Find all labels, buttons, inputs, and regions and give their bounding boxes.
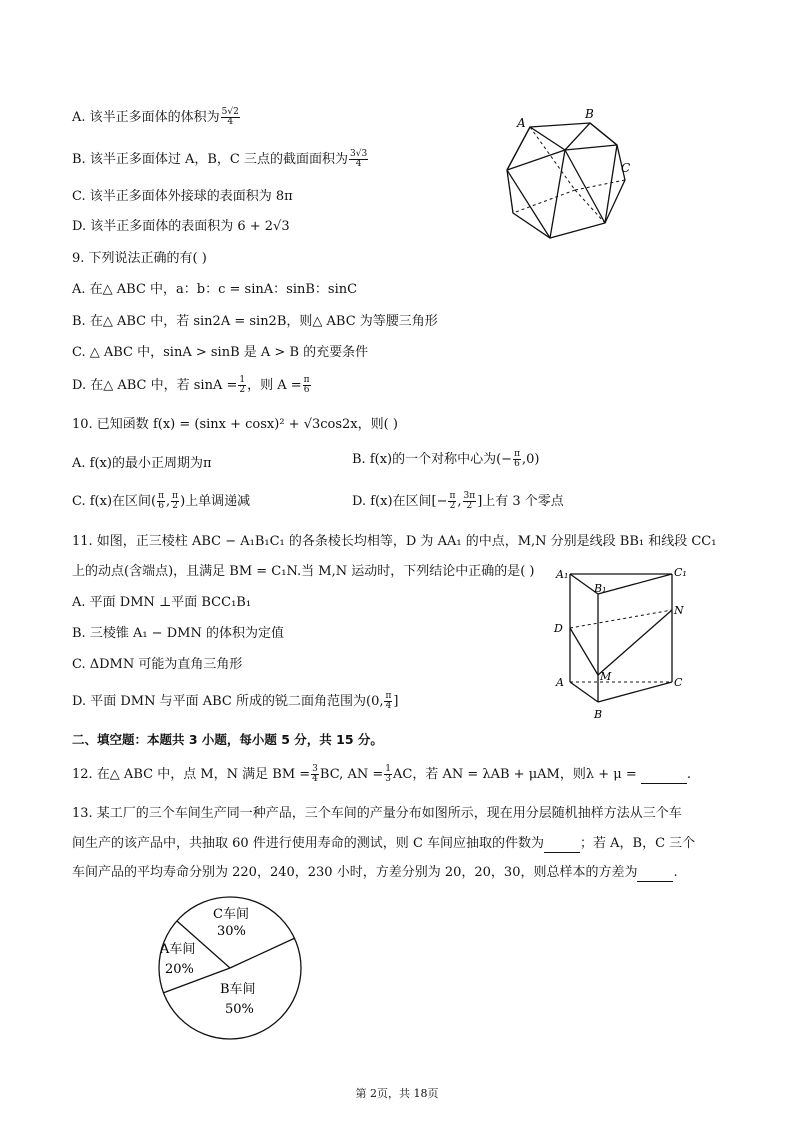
q11-option-a: A. 平面 DMN ⊥平面 BCC₁B₁: [72, 595, 252, 610]
label-c1: C₁: [674, 566, 687, 579]
polyhedron-figure: [495, 105, 645, 240]
page-footer: 第 2页，共 18页: [355, 1087, 439, 1100]
section-heading: 二、填空题：本题共 3 小题，每小题 5 分，共 15 分。: [72, 732, 383, 747]
q11-stem-line2: 上的动点(含端点)，且满足 BM = C₁N.当 M,N 运动时，下列结论中正确的是( ): [72, 564, 535, 579]
fraction: $\frac{\pi}{2}$: [449, 491, 456, 511]
q10-option-c: C. f(x)在区间( $\frac{\pi}{6}$ , $\frac{\pi}{2}$ )上单调递减: [72, 491, 251, 511]
label-n: N: [674, 604, 684, 617]
fraction: $\frac{5√2}{4}$: [221, 107, 239, 127]
pie-value-b: 50%: [225, 1002, 254, 1017]
prism-figure: [550, 562, 690, 732]
fraction: $\frac{3\pi}{2}$: [463, 491, 476, 511]
pie-label-b: B车间: [220, 982, 256, 997]
q13-line3: 车间产品的平均寿命分别为 220，240，230 小时，方差分别为 20，20，30，则总样本的方差为 .: [72, 865, 678, 880]
q9-option-d: D. 在△ ABC 中，若 sinA = $\frac{1}{2}$ ，则 A = $\frac{\pi}{6}$: [72, 375, 310, 395]
q11-option-b: B. 三棱锥 A₁ − DMN 的体积为定值: [72, 626, 284, 641]
label-a: A: [517, 116, 526, 130]
pie-divider: [230, 938, 295, 968]
q13-line1: 13. 某工厂的三个车间生产同一种产品，三个车间的产量分布如图所示，现在用分层随机抽样方法从三个车: [72, 806, 682, 821]
q9-option-c: C. △ ABC 中，sinA > sinB 是 A > B 的充要条件: [72, 345, 369, 360]
q11-option-c: C. ΔDMN 可能为直角三角形: [72, 657, 243, 672]
q8-option-b: B. 该半正多面体过 A，B，C 三点的截面面积为 $\frac{3√3}{4}$: [72, 149, 368, 169]
pie-value-c: 30%: [217, 924, 246, 939]
answer-blank[interactable]: [544, 838, 580, 853]
answer-blank[interactable]: [637, 867, 673, 882]
q8-option-c: C. 该半正多面体外接球的表面积为 8π: [72, 189, 293, 204]
q12: 12. 在△ ABC 中，点 M，N 满足 BM = $\frac{3}{4}$ BC, AN = $\frac{1}{3}$ AC，若 AN = λAB + μAM，则λ + μ = .: [72, 764, 692, 784]
label-a: A: [556, 676, 564, 689]
label-d: D: [554, 622, 563, 635]
fraction: $\frac{1}{2}$: [239, 375, 246, 395]
q11-option-d: D. 平面 DMN 与平面 ABC 所成的锐二面角范围为(0, $\frac{\pi}{4}$ ]: [72, 691, 399, 711]
q8-option-d: D. 该半正多面体的表面积为 6 + 2√3: [72, 219, 290, 234]
q9-stem: 9. 下列说法正确的有( ): [72, 251, 207, 266]
q9-option-a: A. 在△ ABC 中，a：b：c = sinA：sinB：sinC: [72, 282, 358, 297]
label-b1: B₁: [594, 582, 607, 595]
fraction: $\frac{\pi}{6}$: [303, 375, 310, 395]
fraction: $\frac{3√3}{4}$: [349, 149, 368, 169]
label-c: C: [674, 676, 683, 689]
pie-value-a: 20%: [165, 962, 194, 977]
q10-option-d: D. f(x)在区间[− $\frac{\pi}{2}$ , $\frac{3\pi}{2}$ ]上有 3 个零点: [352, 491, 564, 511]
fraction: $\frac{\pi}{6}$: [158, 491, 165, 511]
q8-option-a: A. 该半正多面体的体积为 $\frac{5√2}{4}$: [72, 107, 239, 127]
fraction: $\frac{1}{3}$: [385, 764, 391, 784]
label-b: B: [594, 708, 603, 721]
pie-label-a: A车间: [160, 942, 196, 957]
answer-blank[interactable]: [641, 769, 687, 784]
label-b: B: [585, 107, 594, 121]
pie-label-c: C车间: [213, 907, 249, 922]
q11-stem-line1: 11. 如图，正三棱柱 ABC − A₁B₁C₁ 的各条棱长均相等，D 为 AA₁ 的中点，M,N 分别是线段 BB₁ 和线段 CC₁: [72, 534, 717, 549]
label-c: C: [621, 161, 631, 175]
fraction: $\frac{\pi}{2}$: [172, 491, 179, 511]
q13-line2: 间生产的该产品中，共抽取 60 件进行使用寿命的测试，则 C 车间应抽取的件数为 ；若 A，B，C 三个: [72, 836, 696, 851]
fraction: $\frac{\pi}{4}$: [385, 691, 392, 711]
q10-stem: 10. 已知函数 f(x) = (sinx + cosx)² + √3cos2x，则( ): [72, 417, 398, 432]
fraction: $\frac{\pi}{6}$: [514, 449, 520, 469]
q9-option-b: B. 在△ ABC 中，若 sin2A = sin2B，则△ ABC 为等腰三角形: [72, 314, 438, 329]
pie-chart: [155, 893, 305, 1043]
label-a1: A₁: [556, 568, 569, 581]
fraction: $\frac{3}{4}$: [312, 764, 318, 784]
q10-option-b: B. f(x)的一个对称中心为(− $\frac{\pi}{6}$ ,0): [352, 449, 540, 469]
label-m: M: [600, 670, 612, 683]
q10-option-a: A. f(x)的最小正周期为π: [72, 456, 212, 471]
